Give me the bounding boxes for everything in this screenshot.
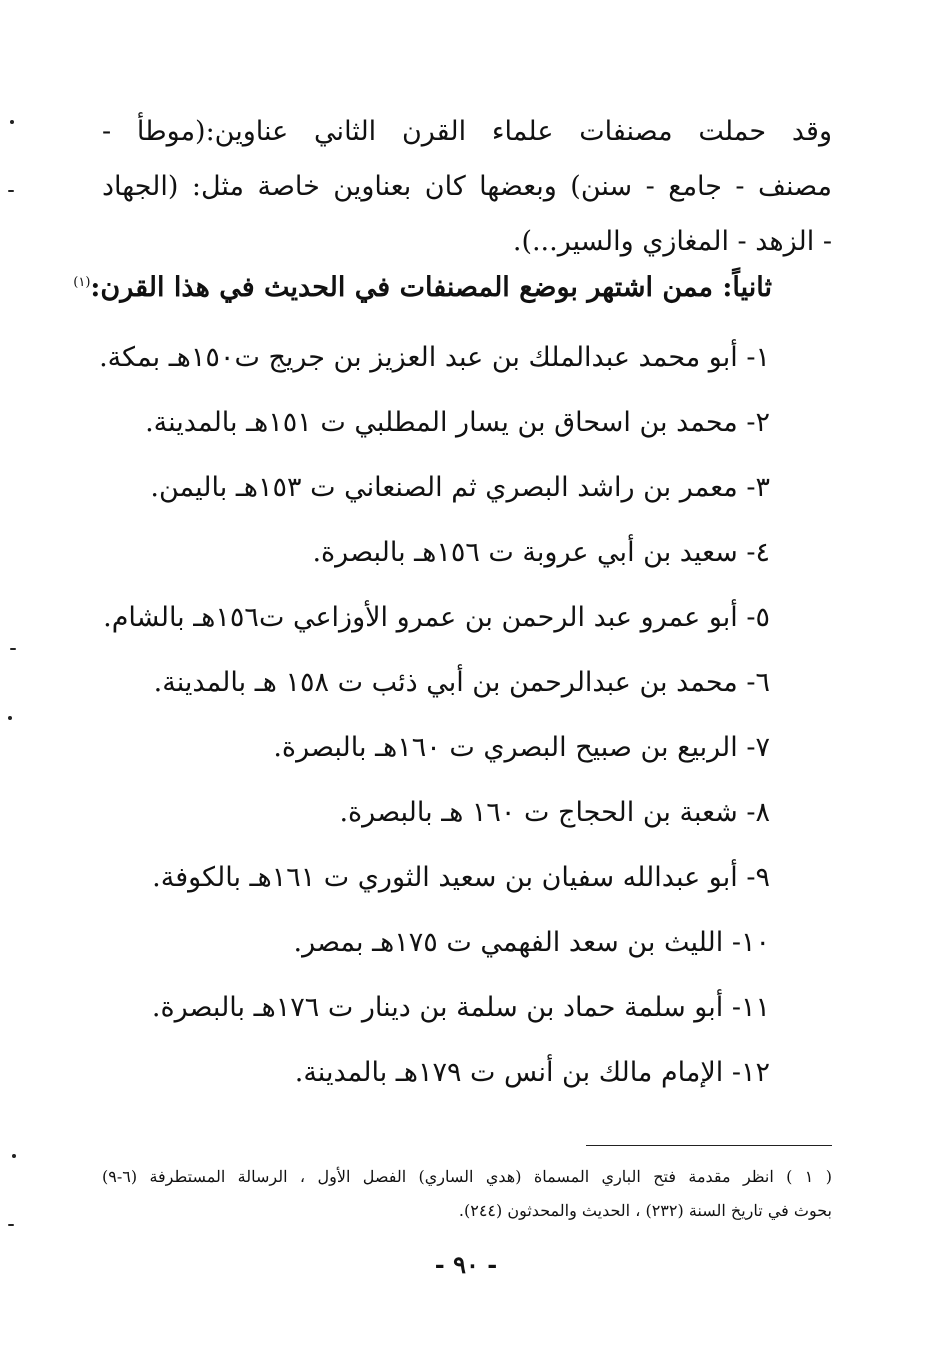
list-item: ٧- الربيع بن صبيح البصري ت ١٦٠هـ بالبصرة. <box>273 732 770 763</box>
page-number: - ٩٠ - <box>434 1250 498 1279</box>
intro-line-3: - الزهد - المغازي والسير...). <box>512 226 832 257</box>
list-item: ٢- محمد بن اسحاق بن يسار المطلبي ت ١٥١هـ بالمدينة. <box>145 407 770 438</box>
list-item: ١٢- الإمام مالك بن أنس ت ١٧٩هـ بالمدينة. <box>294 1057 770 1088</box>
list-item: ٩- أبو عبدالله سفيان بن سعيد الثوري ت ١٦١هـ بالكوفة. <box>152 862 770 893</box>
list-item: ٨- شعبة بن الحجاج ت ١٦٠ هـ بالبصرة. <box>339 797 770 828</box>
footnote-line-2: بحوث في تاريخ السنة (٢٣٢) ، الحديث والمحدثون (٢٤٤). <box>458 1201 832 1220</box>
intro-line-1: وقد حملت مصنفات علماء القرن الثاني عناوين:(موطأ - <box>102 116 832 147</box>
footnote-line-1: ( ١ ) انظر مقدمة فتح الباري المسماة (هدي الساري) الفصل الأول ، الرسالة المستطرفة (٦-٩) <box>102 1167 833 1186</box>
list-item: ٥- أبو عمرو عبد الرحمن بن عمرو الأوزاعي ت١٥٦هـ بالشام. <box>103 602 770 633</box>
footnotes <box>102 1160 832 1228</box>
scholars-list <box>70 333 770 1113</box>
scan-speck <box>8 190 14 192</box>
scan-speck <box>12 1154 16 1158</box>
footnote-marker: (١) <box>73 275 91 290</box>
intro-line-2: مصنف - جامع - سنن) وبعضها كان بعناوين خاصة مثل: (الجهاد <box>102 171 832 202</box>
footnote-separator <box>586 1145 832 1146</box>
list-item: ١١- أبو سلمة حماد بن سلمة بن دينار ت ١٧٦هـ بالبصرة. <box>151 992 770 1023</box>
scan-speck <box>8 1224 14 1226</box>
list-item: ٣- معمر بن راشد البصري ثم الصنعاني ت ١٥٣هـ باليمن. <box>150 472 770 503</box>
list-item: ٤- سعيد بن أبي عروبة ت ١٥٦هـ بالبصرة. <box>312 537 770 568</box>
list-item: ٦- محمد بن عبدالرحمن بن أبي ذئب ت ١٥٨ هـ بالمدينة. <box>153 667 770 698</box>
section-heading <box>73 272 772 303</box>
scan-speck <box>10 648 16 650</box>
section-heading-text: ثانياً: ممن اشتهر بوضع المصنفات في الحديث في هذا القرن: <box>90 272 772 303</box>
list-item: ١- أبو محمد عبدالملك بن عبد العزيز بن جريج ت١٥٠هـ بمكة. <box>99 342 770 373</box>
list-item: ١٠- الليث بن سعد الفهمي ت ١٧٥هـ بمصر. <box>293 927 770 958</box>
intro-paragraph <box>102 104 832 269</box>
scan-speck <box>8 716 12 720</box>
scan-speck <box>10 120 14 124</box>
